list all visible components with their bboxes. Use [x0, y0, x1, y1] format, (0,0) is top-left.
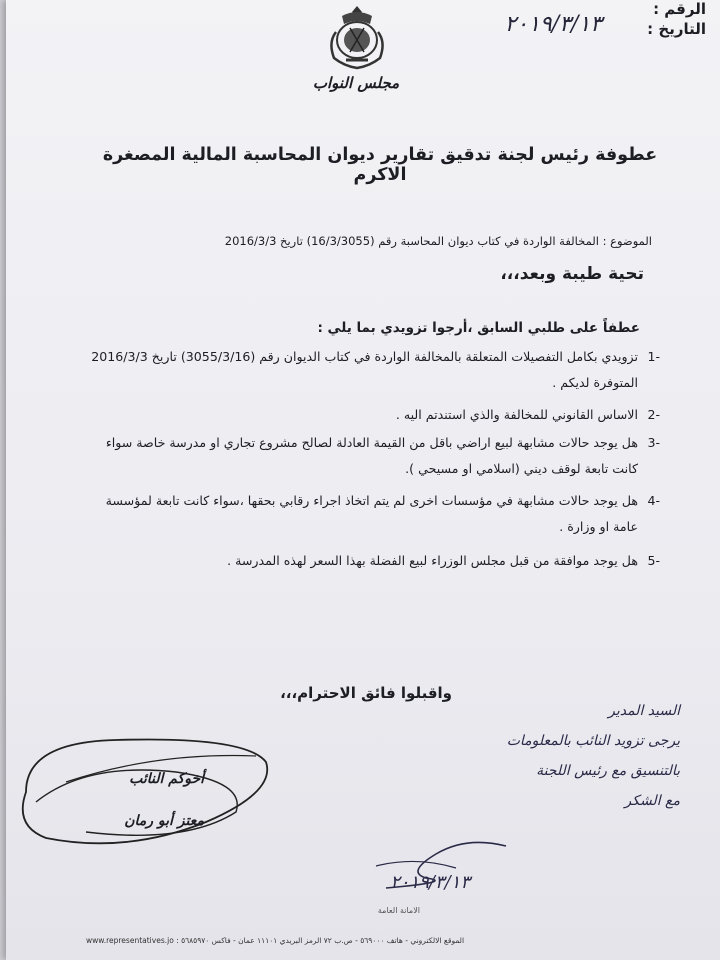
- intro-paragraph: عطفاً على طلبي السابق ،أرجوا تزويدي بما يلي :: [317, 320, 640, 336]
- handwritten-note-line: يرجى تزويد النائب بالمعلومات: [506, 733, 680, 749]
- footer-contact: www.representatives.jo : الموقع الالكتروني - هاتف ٥٦٩٠٠٠ - ص.ب ٧٢ الرمز البريدي ١١١٠١ عمان - فاكس ٥٦٨٥٩٧٠: [86, 936, 465, 945]
- list-item-text: الاساس القانوني للمخالفة والذي استندتم اليه .: [395, 407, 638, 422]
- handwritten-note-line: مع الشكر: [624, 793, 680, 809]
- closing-line: واقبلوا فائق الاحترام،،،: [280, 684, 452, 702]
- list-item: [78, 488, 660, 540]
- signer-title: أخوكم النائب: [129, 771, 204, 787]
- list-item-text: تزويدي بكامل التفصيلات المتعلقة بالمخالفة الواردة في كتاب الديوان رقم (3055/3/16) تاريخ 2016/3/3 المتوفرة لديكم .: [91, 349, 638, 390]
- handwritten-note-date: ٢٠١٩/٣/١٣: [390, 872, 470, 893]
- coat-of-arms-icon: [324, 2, 390, 72]
- document-page: [6, 0, 720, 960]
- list-item-number: -5: [647, 553, 660, 568]
- subject-line: الموضوع : المخالفة الواردة في كتاب ديوان المحاسبة رقم (16/3/3055) تاريخ 2016/3/3: [224, 234, 652, 248]
- addressee-title: عطوفة رئيس لجنة تدقيق تقارير ديوان المحاسبة المالية المصغرة الاكرم: [102, 145, 658, 185]
- list-item-number: -4: [647, 493, 660, 508]
- handwritten-note: [320, 696, 680, 816]
- list-item-number: -1: [647, 349, 660, 364]
- list-item: [78, 402, 660, 428]
- institution-name: مجلس النواب: [312, 74, 400, 92]
- list-item: [78, 548, 660, 574]
- list-item-number: -2: [647, 407, 660, 422]
- list-item-text: هل يوجد حالات مشابهة في مؤسسات اخرى لم يتم اتخاذ اجراء رقابي بحقها ،سواء كانت تابعة لمؤسسة عامة او وزارة .: [105, 493, 638, 534]
- date-label: التاريخ :: [647, 20, 706, 38]
- list-item-number: -3: [647, 435, 660, 450]
- list-item-text: هل يوجد حالات مشابهة لبيع اراضي باقل من القيمة العادلة لصالح مشروع تجاري او مدرسة خاصة سواء كانت تابعة لوقف ديني (اسلامي او مسيحي ).: [105, 435, 638, 476]
- greeting: تحية طيبة وبعد،،،: [500, 264, 644, 284]
- reference-label: الرقم :: [653, 0, 706, 18]
- handwritten-note-line: السيد المدير: [608, 703, 680, 719]
- date-value: ٢٠١٩/٣/١٣: [504, 12, 602, 37]
- signer-block: [74, 758, 204, 842]
- received-stamp: الامانة العامة: [377, 906, 420, 915]
- signer-name: معتز أبو رمان: [124, 813, 204, 829]
- list-item-text: هل يوجد موافقة من قبل مجلس الوزراء لبيع الفضلة بهذا السعر لهذه المدرسة .: [227, 553, 638, 568]
- list-item: [78, 430, 660, 482]
- list-item: [78, 344, 660, 396]
- handwritten-note-line: بالتنسيق مع رئيس اللجنة: [536, 763, 680, 779]
